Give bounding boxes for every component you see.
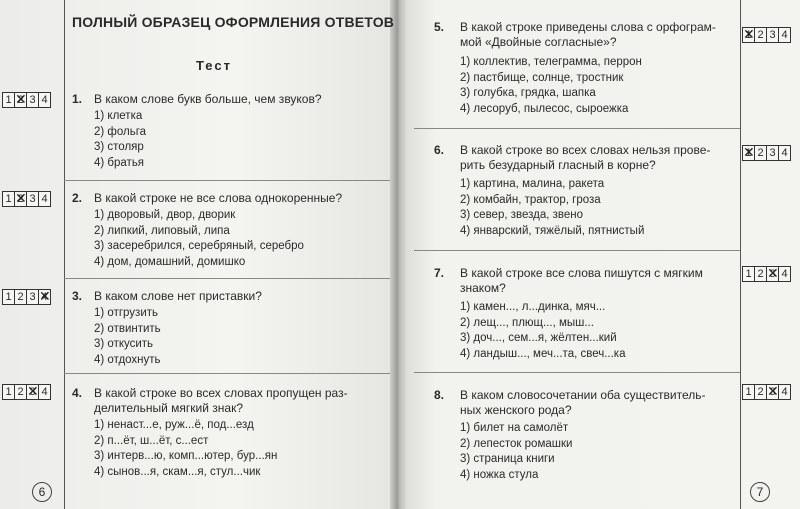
answer-option: 2) липкий, липовый, липа xyxy=(94,224,230,237)
answer-box: 4 xyxy=(38,191,51,207)
answer-box: 3 xyxy=(766,145,779,161)
answer-box-marked: 4 ✕ xyxy=(38,289,51,305)
answer-option: 3) откусить xyxy=(94,338,154,350)
answer-option: 2) пастбище, солнце, тростник xyxy=(460,71,624,84)
answer-box-marked: 3 ✕ xyxy=(766,384,779,400)
options-list xyxy=(460,300,625,362)
options-list xyxy=(94,109,146,171)
question-text xyxy=(94,386,348,416)
question-text-line: рить безударный гласный в корне? xyxy=(460,158,656,172)
answer-box: 1 xyxy=(742,384,755,400)
question-number: 2. xyxy=(72,191,83,205)
answer-box-marked: 3 ✕ xyxy=(26,384,39,400)
options-list xyxy=(460,55,642,117)
answer-box: 4 xyxy=(778,145,791,161)
answer-box: 2 xyxy=(14,384,27,400)
question-text xyxy=(460,266,703,296)
answer-option: 4) сынов...я, скам...я, стул...чик xyxy=(94,465,261,478)
answer-option: 3) голубка, грядка, шапка xyxy=(460,87,596,99)
answer-box: 3 xyxy=(26,289,39,305)
answer-option: 4) братья xyxy=(94,156,145,169)
answer-box: 2 xyxy=(754,384,767,400)
answer-box: 2 xyxy=(14,289,27,305)
answer-option: 1) ненаст...е, руж...ё, под...езд xyxy=(94,419,254,431)
question-text-line: В какой строке приведены слова с орфограм- xyxy=(460,20,716,34)
question-number: 6. xyxy=(434,143,445,157)
question-text-line: делительный мягкий знак? xyxy=(94,401,244,415)
answer-box: 4 xyxy=(38,92,51,108)
answer-option: 4) ландыш..., меч...та, свеч...ка xyxy=(460,347,626,360)
book-gutter xyxy=(390,0,406,509)
answer-box-marked: 2 ✕ xyxy=(14,191,27,207)
answer-boxes-q3 xyxy=(2,289,50,305)
separator xyxy=(64,180,390,181)
question-text: В каком слове букв больше, чем звуков? xyxy=(94,92,322,106)
answer-box: 4 xyxy=(778,266,791,282)
answer-box-marked: 2 ✕ xyxy=(14,92,27,108)
answer-option: 1) коллектив, телеграмма, перрон xyxy=(460,56,642,68)
answer-boxes-q2 xyxy=(2,191,50,207)
question-text-line: В какой строке все слова пишутся с мягким xyxy=(460,266,703,280)
answer-boxes-q5 xyxy=(742,27,790,43)
question-text-line: В какой строке во всех словах пропущен раз- xyxy=(94,386,348,400)
answer-box: 2 xyxy=(754,266,767,282)
test-subheading: Тест xyxy=(196,58,232,73)
answer-box: 1 xyxy=(742,266,755,282)
question-text xyxy=(460,143,710,173)
separator xyxy=(64,373,390,374)
answer-box: 2 xyxy=(754,145,767,161)
answer-boxes-q7 xyxy=(742,266,790,282)
answer-option: 3) доч..., сем...я, жёлтен...кий xyxy=(460,332,617,344)
question-text-line: мой «Двойные согласные»? xyxy=(460,35,617,49)
question-number: 8. xyxy=(434,388,445,402)
answer-box: 3 xyxy=(26,191,39,207)
answer-option: 3) интерв...ю, комп...ютер, бур...ян xyxy=(94,450,278,462)
answer-box: 4 xyxy=(778,384,791,400)
answer-box: 1 xyxy=(2,92,15,108)
options-list xyxy=(94,418,277,480)
answer-option: 4) лесоруб, пылесос, сыроежка xyxy=(460,102,629,115)
answer-option: 1) дворовый, двор, дворик xyxy=(94,209,236,221)
answer-box: 3 xyxy=(26,92,39,108)
question-number: 3. xyxy=(72,289,83,303)
answer-option: 4) отдохнуть xyxy=(94,353,161,366)
answer-option: 2) п...ёт, ш...ёт, с...ест xyxy=(94,434,209,447)
answer-box: 1 xyxy=(2,384,15,400)
page-number-left: 6 xyxy=(32,482,52,502)
answer-box: 1 xyxy=(2,191,15,207)
answer-option: 2) лепесток ромашки xyxy=(460,437,573,450)
answer-option: 3) столяр xyxy=(94,141,144,153)
answer-box-marked: 1 ✕ xyxy=(742,27,755,43)
answer-option: 4) январский, тяжёлый, пятнистый xyxy=(460,224,645,237)
answer-option: 4) ножка стула xyxy=(460,468,539,481)
options-list xyxy=(94,208,304,270)
question-text-line: В каком словосочетании оба существитель- xyxy=(460,388,706,402)
separator xyxy=(414,250,740,251)
question-text: В какой строке не все слова однокоренные? xyxy=(94,191,343,205)
options-list xyxy=(460,177,644,239)
answer-option: 3) засеребрился, серебряный, серебро xyxy=(94,240,304,252)
answer-option: 1) клетка xyxy=(94,110,143,122)
answer-option: 1) картина, малина, ракета xyxy=(460,178,605,190)
answer-option: 1) камен..., л...динка, мяч... xyxy=(460,301,606,313)
answer-box: 3 xyxy=(766,27,779,43)
answer-option: 3) север, звезда, звено xyxy=(460,209,584,221)
answer-option: 4) дом, домашний, домишко xyxy=(94,255,246,268)
separator xyxy=(64,278,390,279)
answer-option: 2) фольга xyxy=(94,125,147,138)
page-heading: ПОЛНЫЙ ОБРАЗЕЦ ОФОРМЛЕНИЯ ОТВЕТОВ xyxy=(72,14,395,30)
question-text: В каком слове нет приставки? xyxy=(94,289,262,303)
page-number-right: 7 xyxy=(750,482,770,502)
question-text-line: знаком? xyxy=(460,281,506,295)
separator xyxy=(414,372,740,373)
answer-option: 3) страница книги xyxy=(460,453,555,465)
question-number: 4. xyxy=(72,386,83,400)
options-list xyxy=(94,306,161,368)
separator xyxy=(414,128,740,129)
right-margin-rule xyxy=(740,0,741,509)
answer-boxes-q8 xyxy=(742,384,790,400)
answer-box: 4 xyxy=(38,384,51,400)
question-text xyxy=(460,388,706,418)
answer-option: 2) лещ..., плющ..., мыш... xyxy=(460,316,594,329)
left-margin-rule xyxy=(64,0,65,509)
question-text-line: ных женского рода? xyxy=(460,403,572,417)
question-text-line: В какой строке во всех словах нельзя прове- xyxy=(460,143,711,157)
answer-option: 1) билет на самолёт xyxy=(460,422,569,434)
question-number: 7. xyxy=(434,266,445,280)
answer-option: 1) отгрузить xyxy=(94,307,158,319)
answer-option: 2) комбайн, трактор, гроза xyxy=(460,193,601,206)
answer-option: 2) отвинтить xyxy=(94,322,161,335)
answer-boxes-q4 xyxy=(2,384,50,400)
options-list xyxy=(460,421,572,483)
answer-boxes-q1 xyxy=(2,92,50,108)
question-number: 1. xyxy=(72,92,83,106)
answer-box: 1 xyxy=(2,289,15,305)
answer-boxes-q6 xyxy=(742,145,790,161)
answer-box: 2 xyxy=(754,27,767,43)
answer-box-marked: 3 ✕ xyxy=(766,266,779,282)
question-number: 5. xyxy=(434,20,445,34)
question-text xyxy=(460,20,716,50)
answer-box-marked: 1 ✕ xyxy=(742,145,755,161)
answer-box: 4 xyxy=(778,27,791,43)
